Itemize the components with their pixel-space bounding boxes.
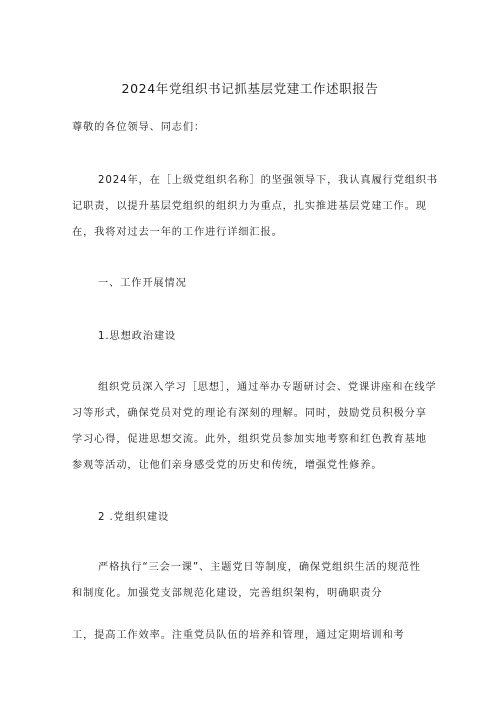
document-title: 2024年党组织书记抓基层党建工作述职报告	[121, 81, 379, 96]
intro-line-1: 2024年，在［上级党组织名称］的坚强领导下，我认真履行党组织书	[98, 175, 438, 186]
subsection-2-line-1: 严格执行“三会一课”、主题党日等制度，确保党组织生活的规范性	[98, 562, 421, 573]
subsection-1-heading: 1.思想政治建设	[98, 331, 177, 342]
intro-line-3: 在，我将对过去一年的工作进行详细汇报。	[72, 227, 283, 238]
subsection-1-line-2: 习等形式，确保党员对党的理论有深刻的理解。同时，鼓励党员积极分享	[72, 408, 427, 419]
subsection-1-line-4: 参观等活动，让他们亲身感受党的历史和传统，增强党性修养。	[72, 460, 383, 471]
subsection-1-line-1: 组织党员深入学习［思想］，通过举办专题研讨会、党课讲座和在线学	[98, 382, 437, 393]
subsection-2-heading: 2 .党组织建设	[98, 512, 170, 523]
salutation: 尊敬的各位领导、同志们：	[72, 122, 206, 133]
subsection-2-line-2: 和制度化。加强党支部规范化建设，完善组织架构，明确职责分	[72, 588, 383, 599]
section-heading: 一、工作开展情况	[98, 278, 187, 289]
subsection-2-line-3: 工，提高工作效率。注重党员队伍的培养和管理，通过定期培训和考	[72, 630, 405, 641]
subsection-1-line-3: 学习心得，促进思想交流。此外，组织党员参加实地考察和红色教育基地	[72, 434, 427, 445]
intro-line-2: 记职责，以提升基层党组织的组织力为重点，扎实推进基层党建工作。现	[72, 201, 427, 212]
